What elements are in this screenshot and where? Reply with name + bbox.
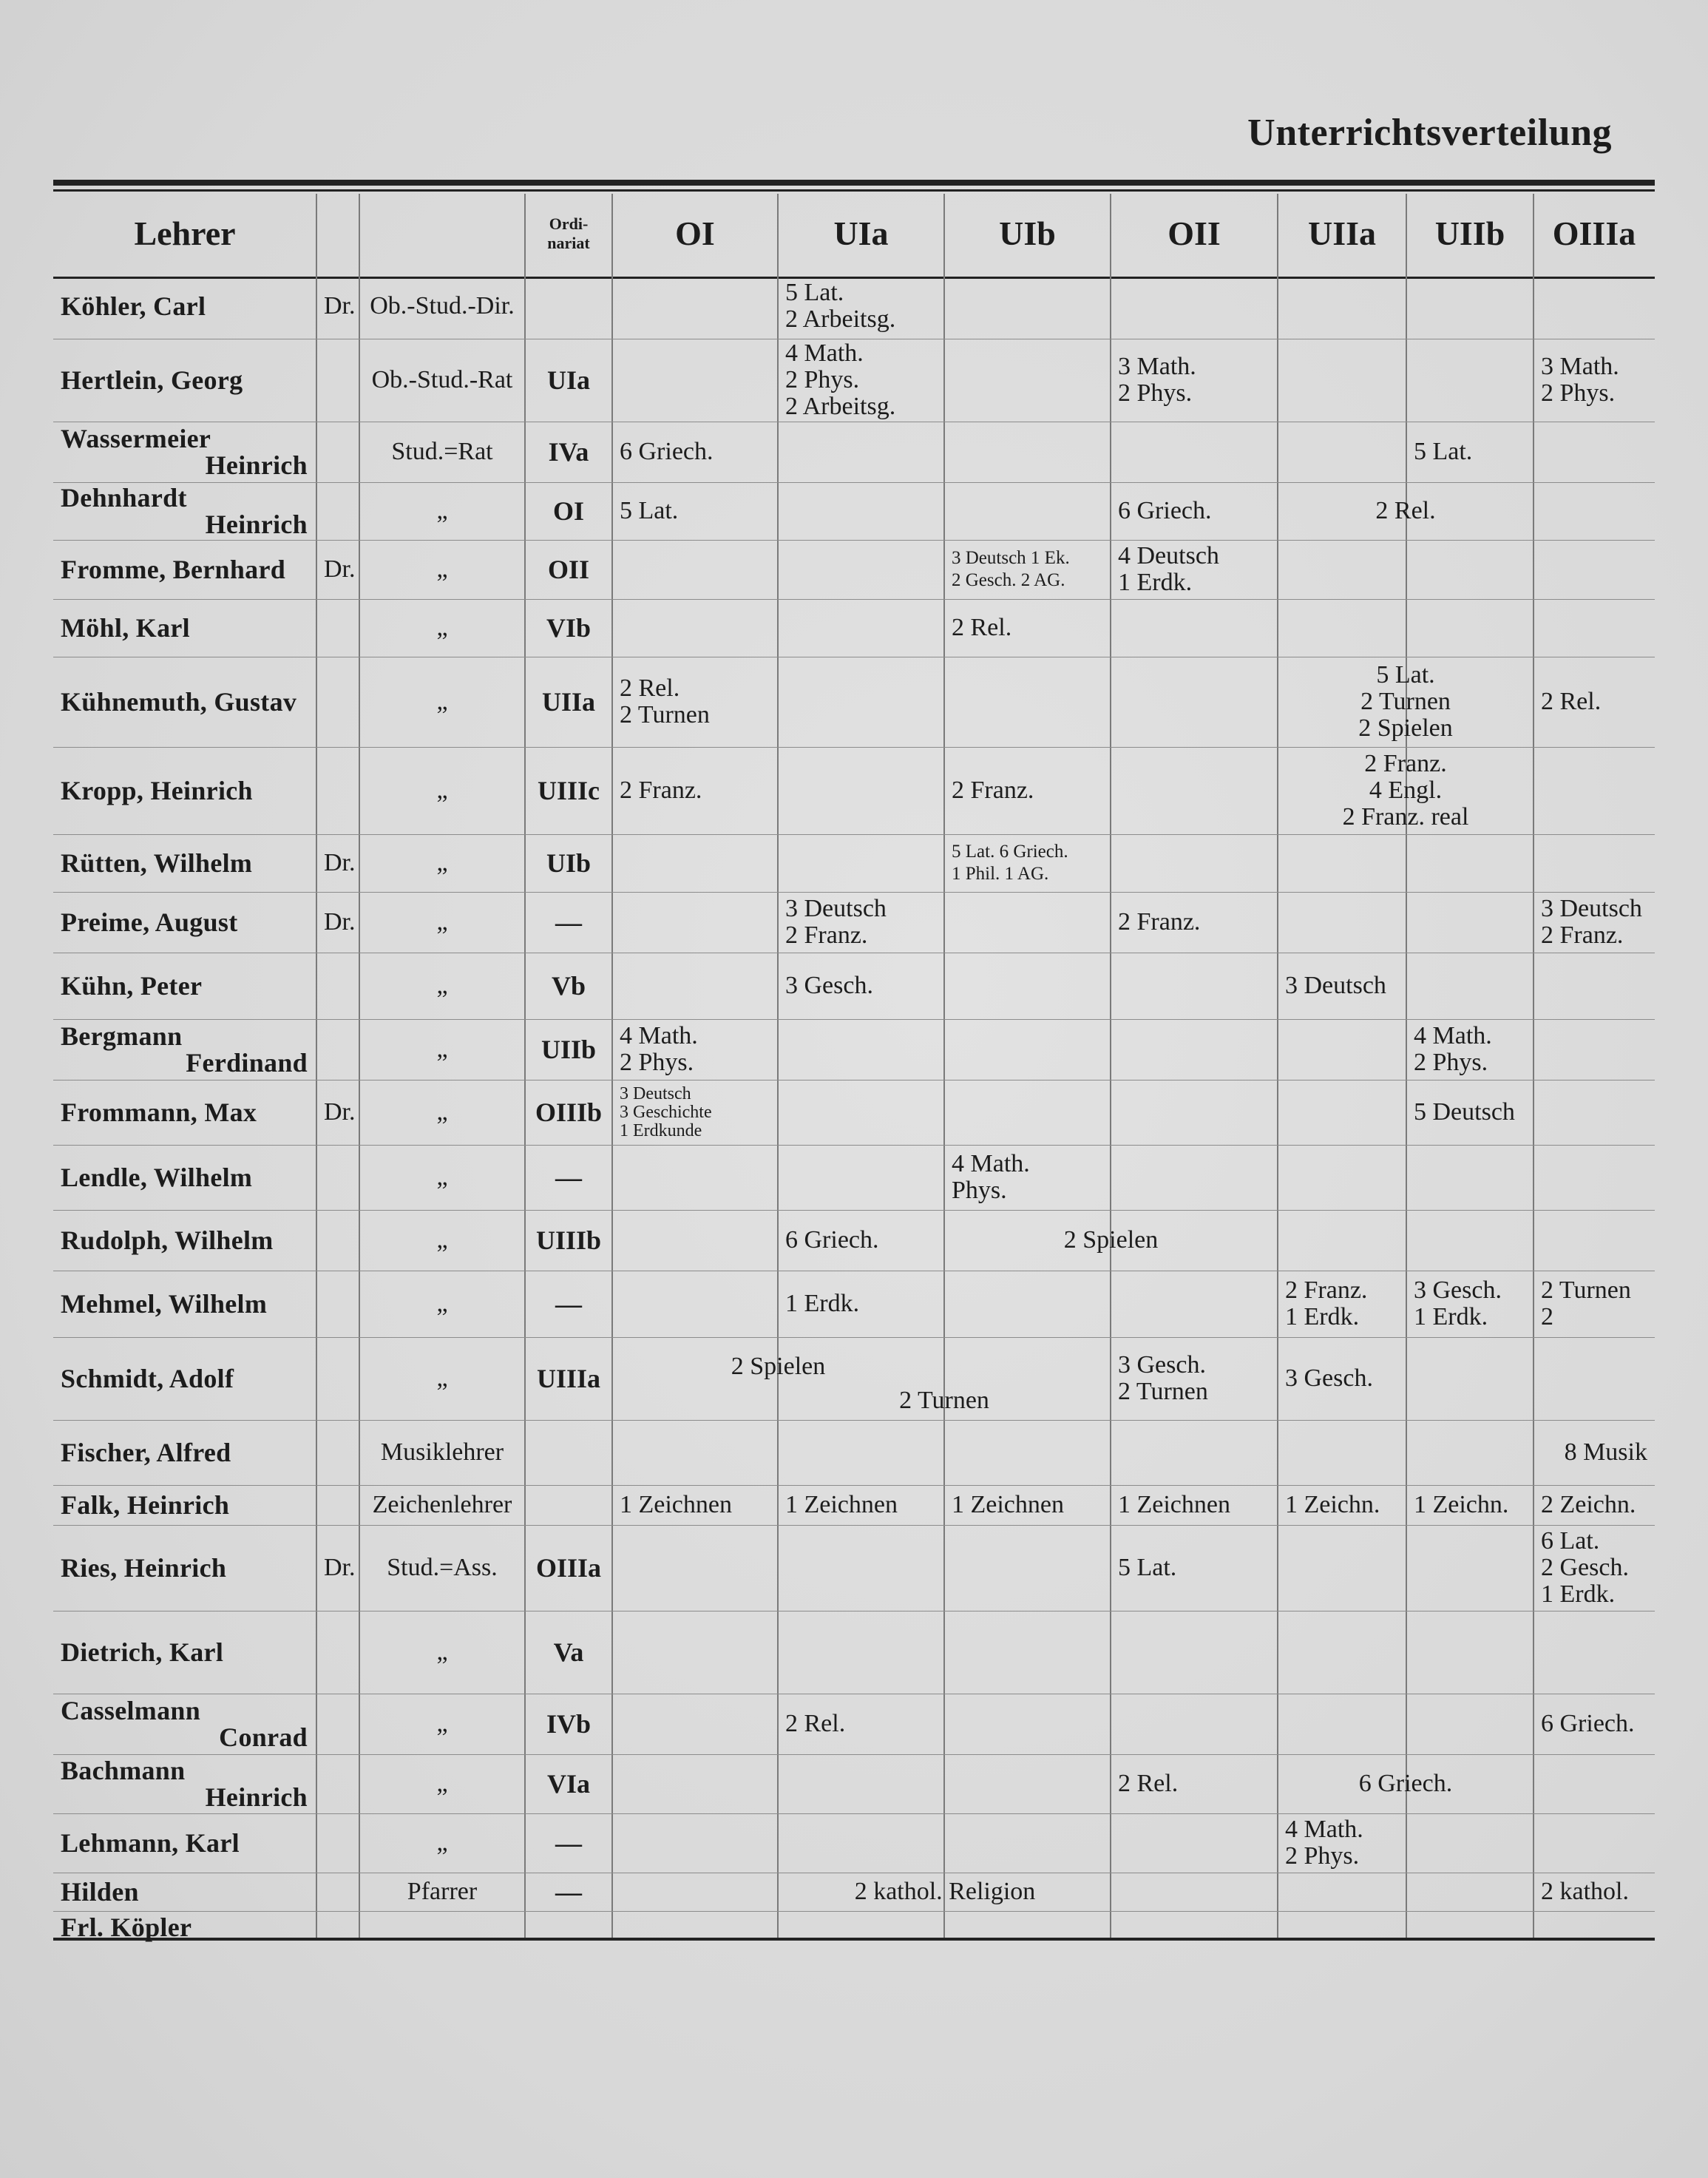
lesson-oii: 2 Rel. (1118, 1770, 1179, 1797)
lesson-uiia: 4 Math. 2 Phys. (1285, 1816, 1363, 1870)
lesson-uib: 5 Lat. 6 Griech. 1 Phil. 1 AG. (952, 842, 1068, 884)
title-dr (316, 1145, 359, 1210)
ordinariat-class: VIa (546, 1769, 590, 1799)
lesson-uiia: 3 Gesch. (1285, 1364, 1373, 1392)
lesson-oi: 6 Griech. (620, 438, 714, 465)
teacher-rank: Ob.-Stud.-Rat (371, 366, 513, 393)
title-dr (316, 1911, 359, 1944)
column-divider (1277, 194, 1278, 1938)
teacher-name: Hilden (61, 1877, 139, 1907)
lesson-oiiia: 2 Turnen 2 (1541, 1276, 1631, 1330)
table-rule (53, 180, 1655, 186)
teacher-rank: „ (436, 1829, 448, 1856)
lesson-uiia: 1 Zeichn. (1285, 1491, 1380, 1518)
header-class-uia: UIa (833, 214, 889, 252)
teacher-name: Fischer, Alfred (61, 1438, 231, 1467)
teacher-name: Hertlein, Georg (61, 365, 243, 395)
title-dr: Dr. (324, 292, 356, 319)
ordinariat-class: UIIb (540, 1035, 597, 1064)
ordinariat-class: OIIIa (535, 1553, 602, 1583)
teacher-rank: „ (436, 497, 448, 524)
title-dr (316, 1019, 359, 1080)
teacher-name: Lendle, Wilhelm (61, 1163, 253, 1192)
ordinariat-class: OIIIb (535, 1098, 603, 1127)
teacher-rank: „ (436, 1290, 448, 1317)
ordinariat-class (525, 274, 612, 339)
title-dr (316, 1337, 359, 1420)
lesson-span-uiia-uiib: 2 Rel. (1375, 497, 1436, 524)
lesson-uiib: 1 Zeichn. (1414, 1491, 1509, 1518)
teacher-name: Wassermeier Heinrich (61, 424, 308, 480)
lesson-uiib: 5 Lat. (1414, 438, 1473, 465)
lesson-oii: 3 Gesch. 2 Turnen (1118, 1351, 1208, 1405)
ordinariat-class: UIb (546, 848, 592, 878)
lesson-uia: 6 Griech. (785, 1226, 879, 1254)
lesson-oiiia: 2 Rel. (1541, 688, 1602, 715)
ordinariat-class: — (555, 1163, 582, 1192)
header-class-oi: OI (675, 214, 715, 252)
header-class-oii: OII (1168, 214, 1221, 252)
lesson-span-uiia-uiib: 2 Franz. 4 Engl. 2 Franz. real (1342, 750, 1469, 831)
title-dr: Dr. (324, 555, 356, 583)
teacher-rank: Stud.=Ass. (387, 1554, 498, 1581)
lesson-uiia: 3 Deutsch (1285, 972, 1386, 999)
ordinariat-class: — (555, 907, 582, 937)
lesson-oii: 5 Lat. (1118, 1554, 1177, 1581)
lesson-span-oi-oii: 2 kathol. Religion (854, 1878, 1036, 1905)
teacher-rank: „ (436, 849, 448, 876)
teacher-name: Bergmann Ferdinand (61, 1021, 308, 1078)
lesson-uia: 2 Rel. (785, 1710, 846, 1737)
lesson-oi: 3 Deutsch 3 Geschichte 1 Erdkunde (620, 1083, 712, 1140)
ordinariat-class: UIa (546, 365, 590, 395)
teacher-name: Rudolph, Wilhelm (61, 1225, 274, 1255)
lesson-oiiia: 6 Griech. (1541, 1710, 1635, 1737)
ordinariat-class (525, 1485, 612, 1525)
teacher-name: Bachmann Heinrich (61, 1756, 308, 1812)
teacher-rank: „ (436, 1770, 448, 1797)
ordinariat-class: OII (547, 555, 590, 584)
header-class-oiiia: OIIIa (1552, 214, 1636, 252)
teacher-name: Frl. Köpler (61, 1912, 192, 1942)
teacher-rank: „ (436, 1163, 448, 1191)
ordinariat-class: — (555, 1828, 582, 1858)
lesson-oii: 1 Zeichnen (1118, 1491, 1230, 1518)
lesson-span-uiia-uiib: 5 Lat. 2 Turnen 2 Spielen (1358, 661, 1453, 742)
teacher-name: Fromme, Bernhard (61, 555, 286, 584)
teacher-name: Köhler, Carl (61, 291, 206, 321)
lesson-oi: 2 Rel. 2 Turnen (620, 674, 710, 728)
teacher-rank: „ (436, 1035, 448, 1063)
teacher-rank: „ (436, 908, 448, 936)
teacher-rank: „ (436, 1226, 448, 1254)
lesson-uiib: 3 Gesch. 1 Erdk. (1414, 1276, 1502, 1330)
teacher-name: Kühnemuth, Gustav (61, 687, 297, 717)
lesson-uia: 3 Deutsch 2 Franz. (785, 895, 887, 949)
lesson-oi: 2 Franz. (620, 777, 702, 804)
teacher-name: Kühn, Peter (61, 971, 203, 1001)
lesson-uia: 4 Math. 2 Phys. 2 Arbeitsg. (785, 339, 896, 420)
teacher-name: Preime, August (61, 907, 238, 937)
teacher-name: Schmidt, Adolf (61, 1364, 234, 1393)
lesson-oiiia: 3 Deutsch 2 Franz. (1541, 895, 1642, 949)
title-dr (316, 747, 359, 834)
teacher-name: Rütten, Wilhelm (61, 848, 253, 878)
lesson-uiia: 2 Franz. 1 Erdk. (1285, 1276, 1368, 1330)
title-dr (316, 953, 359, 1019)
lesson-uiib: 4 Math. 2 Phys. (1414, 1022, 1492, 1076)
title-dr (316, 1271, 359, 1337)
page-title: Unterrichtsverteilung (1247, 112, 1612, 154)
ordinariat-class: UIIIc (537, 776, 600, 805)
teacher-name: Frommann, Max (61, 1098, 257, 1127)
lesson-span-oi-uia: 2 Spielen (731, 1353, 826, 1380)
header-ordinariat: Ordi- nariat (547, 214, 590, 252)
ordinariat-class: Vb (551, 971, 586, 1001)
teacher-rank: Musiklehrer (380, 1438, 504, 1466)
teacher-rank: „ (436, 614, 448, 641)
teacher-rank: „ (436, 1364, 448, 1392)
title-dr (316, 1611, 359, 1694)
teacher-rank: Pfarrer (407, 1878, 478, 1905)
teacher-rank: „ (436, 688, 448, 715)
title-dr (316, 1210, 359, 1271)
lesson-span-uiia-uiib: 6 Griech. (1358, 1770, 1453, 1797)
lesson-oii: 2 Franz. (1118, 908, 1201, 936)
lesson-span-all: 8 Musik (1564, 1438, 1647, 1466)
teacher-name: Möhl, Karl (61, 613, 190, 643)
teacher-rank: Stud.=Rat (391, 438, 493, 465)
ordinariat-class: — (555, 1289, 582, 1319)
lesson-span-uia-uib: 2 Turnen (899, 1387, 989, 1414)
teacher-rank: Ob.-Stud.-Dir. (370, 292, 515, 319)
lesson-uia: 3 Gesch. (785, 972, 873, 999)
lesson-oiiia: 3 Math. 2 Phys. (1541, 353, 1619, 407)
title-dr (316, 1485, 359, 1525)
title-dr (316, 1873, 359, 1911)
lesson-oii: 6 Griech. (1118, 497, 1212, 524)
table-rule (53, 189, 1655, 192)
lesson-uib: 4 Math. Phys. (952, 1150, 1030, 1204)
ordinariat-class: Va (553, 1637, 584, 1667)
teacher-rank: „ (436, 1710, 448, 1737)
ordinariat-class: — (555, 1877, 582, 1907)
lesson-uib: 3 Deutsch 1 Ek. 2 Gesch. 2 AG. (952, 548, 1070, 590)
title-dr: Dr. (324, 849, 356, 876)
title-dr (316, 1694, 359, 1754)
lesson-uiib: 5 Deutsch (1414, 1098, 1515, 1126)
ordinariat-class: IVa (548, 437, 589, 467)
teacher-rank: „ (436, 555, 448, 583)
lesson-oi: 4 Math. 2 Phys. (620, 1022, 698, 1076)
teacher-name: Casselmann Conrad (61, 1696, 308, 1752)
column-divider (943, 194, 945, 1938)
column-divider (1110, 194, 1111, 1938)
teacher-name: Dehnhardt Heinrich (61, 483, 308, 539)
title-dr (316, 1754, 359, 1813)
teacher-name: Kropp, Heinrich (61, 776, 253, 805)
header-class-uib: UIb (999, 214, 1056, 252)
teacher-name: Ries, Heinrich (61, 1553, 227, 1583)
lesson-uia: 1 Zeichnen (785, 1491, 898, 1518)
ordinariat-class: UIIa (541, 687, 596, 717)
lesson-oiiia: 6 Lat. 2 Gesch. 1 Erdk. (1541, 1527, 1629, 1608)
title-dr (316, 657, 359, 747)
teacher-name: Falk, Heinrich (61, 1490, 230, 1520)
ordinariat-class (525, 1420, 612, 1485)
lesson-uib: 2 Franz. (952, 777, 1034, 804)
teacher-rank: Zeichenlehrer (372, 1491, 512, 1518)
title-dr: Dr. (324, 1554, 356, 1581)
header-class-uiib: UIIb (1434, 214, 1505, 252)
title-dr (316, 339, 359, 422)
title-dr: Dr. (324, 908, 356, 936)
ordinariat-class: IVb (546, 1709, 592, 1739)
title-dr: Dr. (324, 1098, 356, 1126)
title-dr (316, 482, 359, 540)
lesson-oiiia: 2 kathol. (1541, 1878, 1629, 1905)
ordinariat-class: UIIIb (535, 1225, 602, 1255)
lesson-uia: 5 Lat. 2 Arbeitsg. (785, 279, 896, 333)
lesson-oi: 1 Zeichnen (620, 1491, 732, 1518)
teacher-name: Dietrich, Karl (61, 1637, 224, 1667)
lesson-span-uib-oii: 2 Spielen (1063, 1226, 1159, 1254)
lesson-oi: 5 Lat. (620, 497, 679, 524)
title-dr (316, 599, 359, 657)
teacher-name: Mehmel, Wilhelm (61, 1289, 268, 1319)
lesson-oiiia: 2 Zeichn. (1541, 1491, 1636, 1518)
ordinariat-class: VIb (546, 613, 592, 643)
header-class-uiia: UIIa (1307, 214, 1377, 252)
lesson-uib: 2 Rel. (952, 614, 1012, 641)
teacher-rank: „ (436, 1638, 448, 1665)
lesson-oii: 3 Math. 2 Phys. (1118, 353, 1196, 407)
ordinariat-class (525, 1911, 612, 1944)
teacher-rank: „ (436, 972, 448, 999)
title-dr (316, 1420, 359, 1485)
lesson-uia: 1 Erdk. (785, 1290, 860, 1317)
lesson-oii: 4 Deutsch 1 Erdk. (1118, 542, 1219, 596)
teacher-rank (359, 1911, 525, 1944)
title-dr (316, 1813, 359, 1873)
teacher-rank: „ (436, 777, 448, 804)
header-lehrer: Lehrer (134, 214, 236, 252)
ordinariat-class: UIIIa (536, 1364, 601, 1393)
title-dr (316, 422, 359, 482)
teacher-rank: „ (436, 1098, 448, 1126)
lesson-uib: 1 Zeichnen (952, 1491, 1064, 1518)
ordinariat-class: OI (552, 496, 584, 526)
teacher-name: Lehmann, Karl (61, 1828, 240, 1858)
